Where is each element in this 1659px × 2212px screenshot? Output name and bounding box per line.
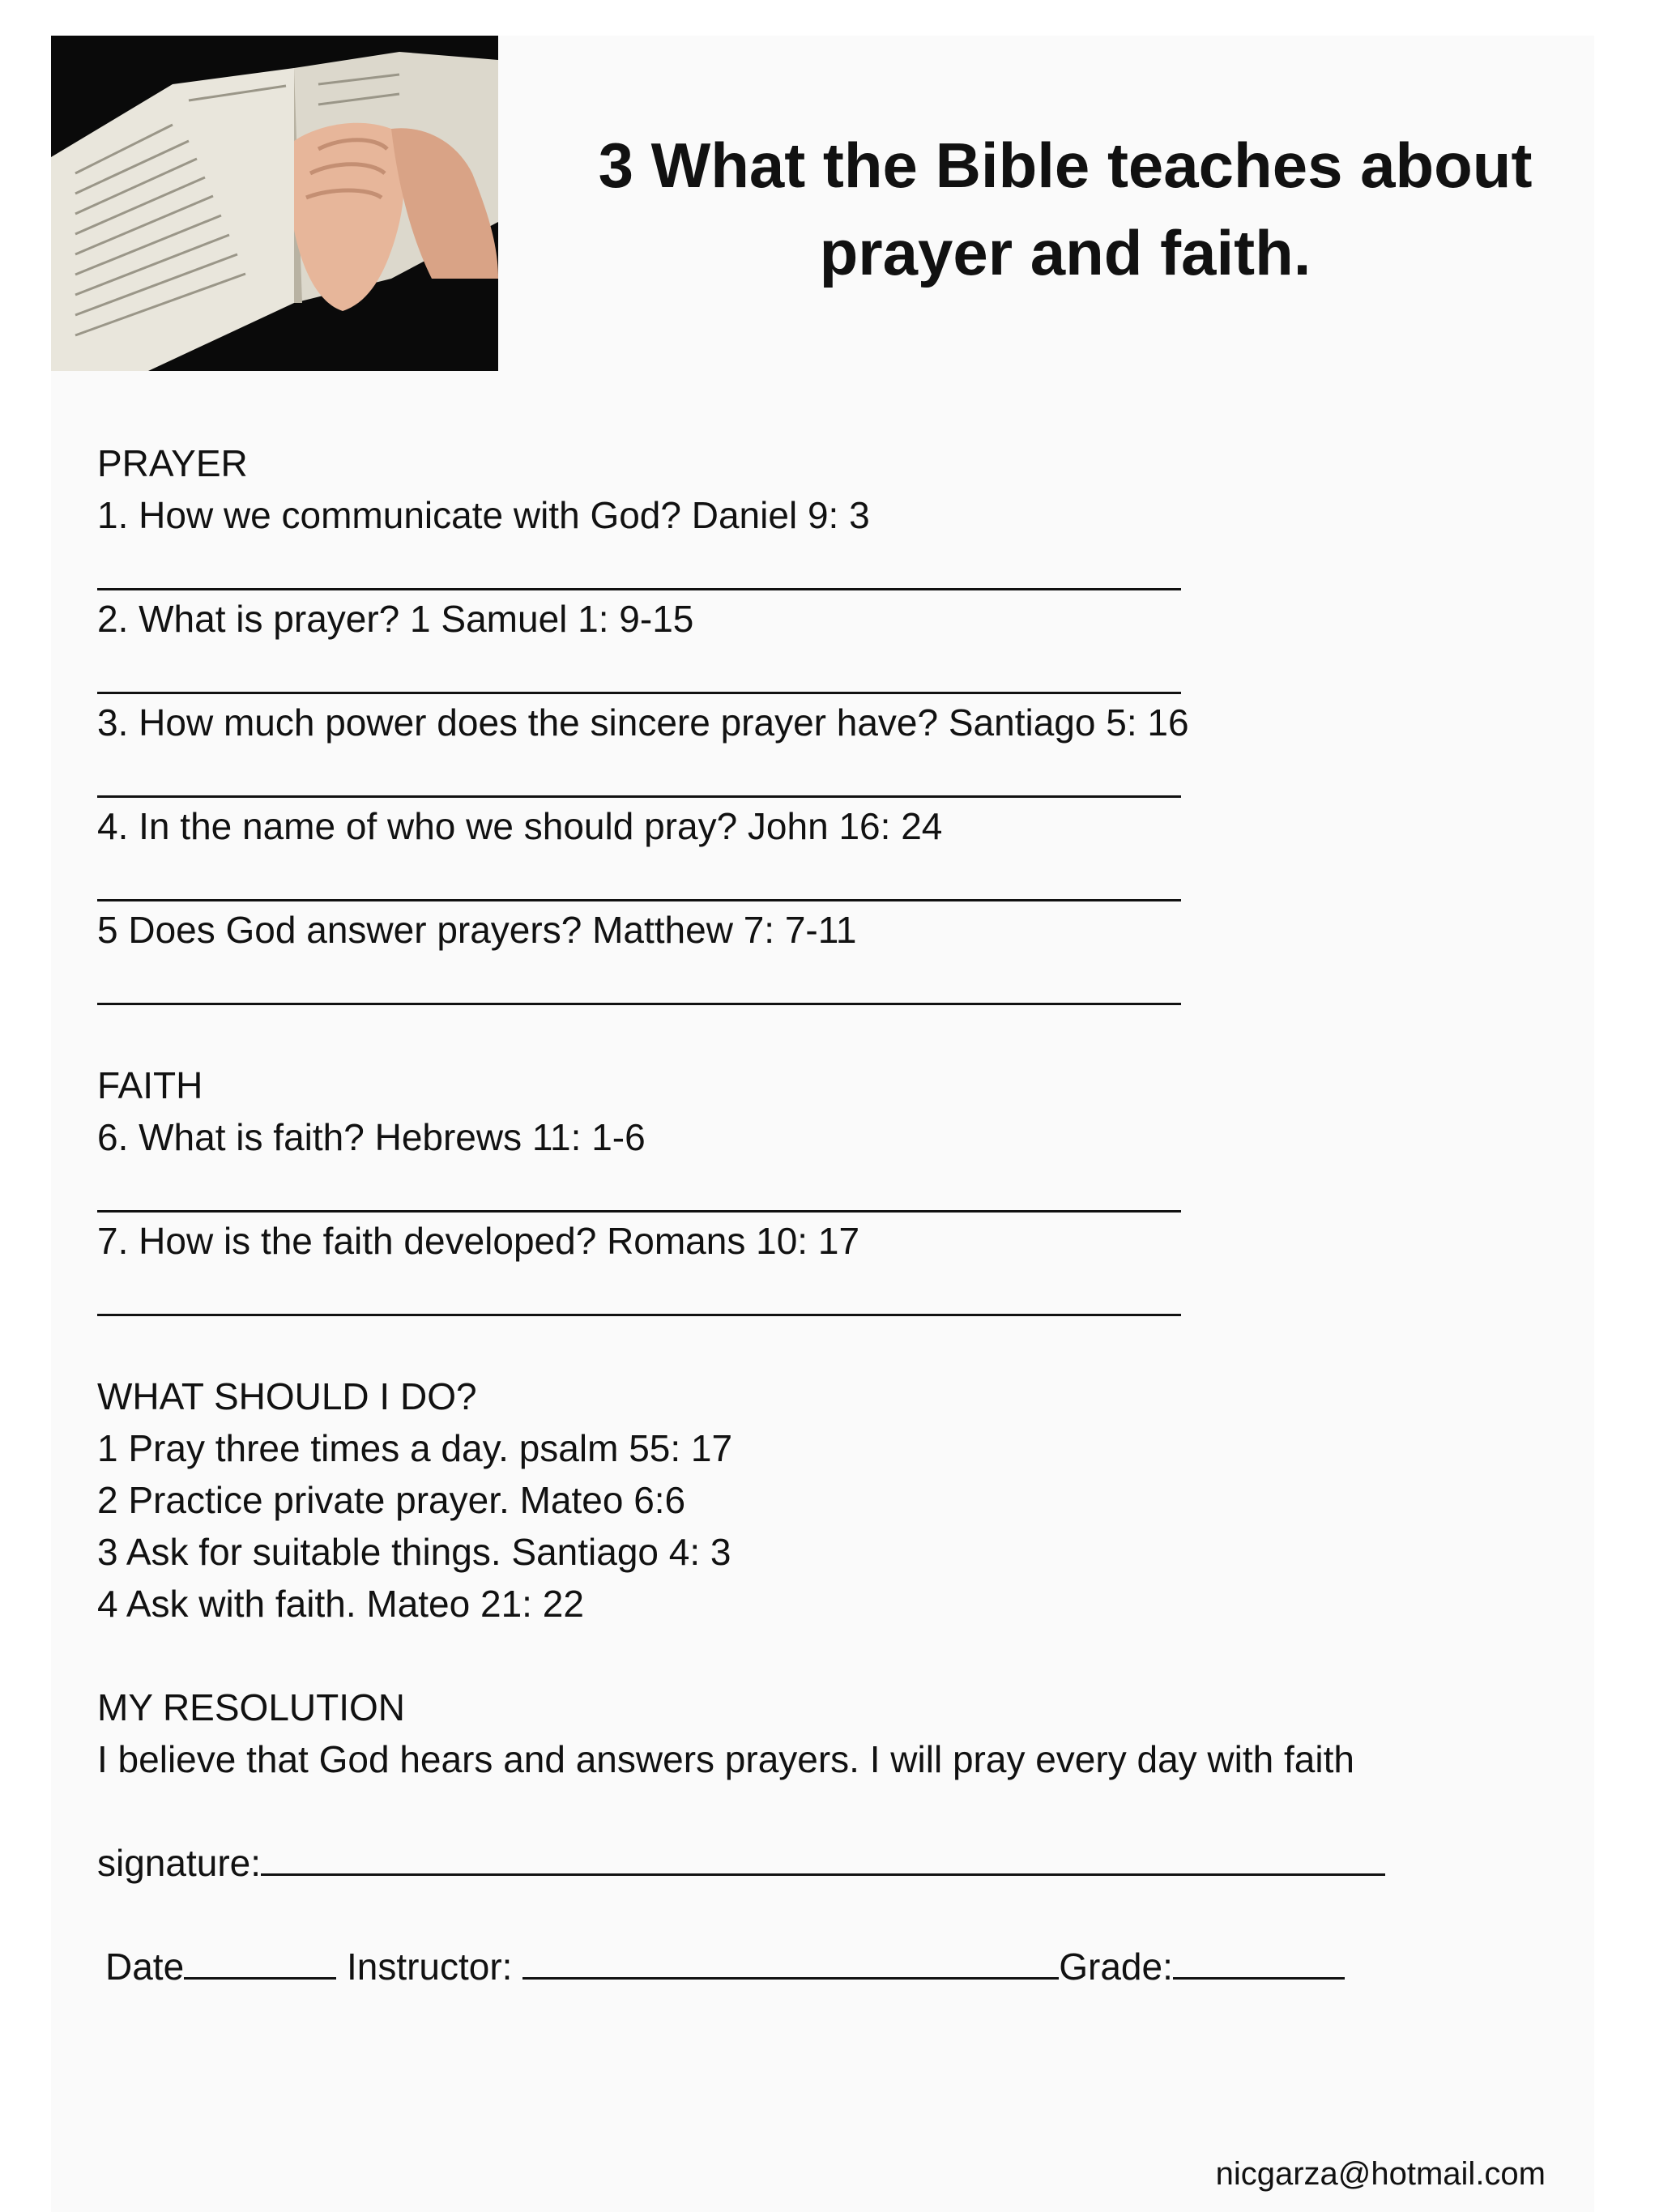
bible-praying-hands-photo bbox=[51, 36, 498, 371]
answer-line-1[interactable] bbox=[97, 588, 1181, 590]
signature-row bbox=[97, 1842, 1385, 1884]
answer-line-5[interactable] bbox=[97, 1003, 1181, 1005]
title-line-1: 3 What the Bible teaches about bbox=[598, 130, 1533, 201]
todo-item-2: 2 Practice private prayer. Mateo 6:6 bbox=[97, 1479, 686, 1521]
answer-line-7[interactable] bbox=[97, 1314, 1181, 1316]
answer-line-3[interactable] bbox=[97, 795, 1181, 798]
resolution-text: I believe that God hears and answers prayers. I will pray every day with faith bbox=[97, 1738, 1354, 1780]
section-heading-todo: WHAT SHOULD I DO? bbox=[97, 1375, 477, 1417]
todo-item-3: 3 Ask for suitable things. Santiago 4: 3 bbox=[97, 1531, 731, 1573]
question-5: 5 Does God answer prayers? Matthew 7: 7-11 bbox=[97, 909, 857, 951]
grade-field[interactable] bbox=[1173, 1946, 1345, 1980]
section-heading-faith: FAITH bbox=[97, 1064, 203, 1106]
date-field[interactable] bbox=[184, 1946, 336, 1980]
question-6: 6. What is faith? Hebrews 11: 1-6 bbox=[97, 1116, 646, 1158]
section-heading-prayer: PRAYER bbox=[97, 442, 248, 484]
signature-label: signature: bbox=[97, 1842, 262, 1884]
footer-email: nicgarza@hotmail.com bbox=[1215, 2156, 1546, 2192]
answer-line-6[interactable] bbox=[97, 1210, 1181, 1213]
date-label: Date bbox=[105, 1946, 185, 1988]
question-7: 7. How is the faith developed? Romans 10: 17 bbox=[97, 1220, 860, 1262]
title-line-2: prayer and faith. bbox=[819, 217, 1311, 288]
answer-line-4[interactable] bbox=[97, 899, 1181, 901]
page-title bbox=[567, 121, 1563, 296]
grading-row bbox=[105, 1946, 1345, 1988]
question-1: 1. How we communicate with God? Daniel 9: 3 bbox=[97, 494, 870, 536]
answer-line-2[interactable] bbox=[97, 692, 1181, 694]
question-3: 3. How much power does the sincere prayer have? Santiago 5: 16 bbox=[97, 701, 1189, 744]
instructor-label: Instructor: bbox=[346, 1946, 513, 1988]
section-heading-resolution: MY RESOLUTION bbox=[97, 1686, 405, 1728]
todo-item-4: 4 Ask with faith. Mateo 21: 22 bbox=[97, 1583, 584, 1625]
question-2: 2. What is prayer? 1 Samuel 1: 9-15 bbox=[97, 598, 694, 640]
todo-item-1: 1 Pray three times a day. psalm 55: 17 bbox=[97, 1427, 733, 1469]
signature-field[interactable] bbox=[261, 1843, 1385, 1876]
bible-icon bbox=[51, 36, 498, 371]
grade-label: Grade: bbox=[1059, 1946, 1173, 1988]
instructor-field[interactable] bbox=[522, 1946, 1059, 1980]
question-4: 4. In the name of who we should pray? John 16: 24 bbox=[97, 805, 943, 847]
